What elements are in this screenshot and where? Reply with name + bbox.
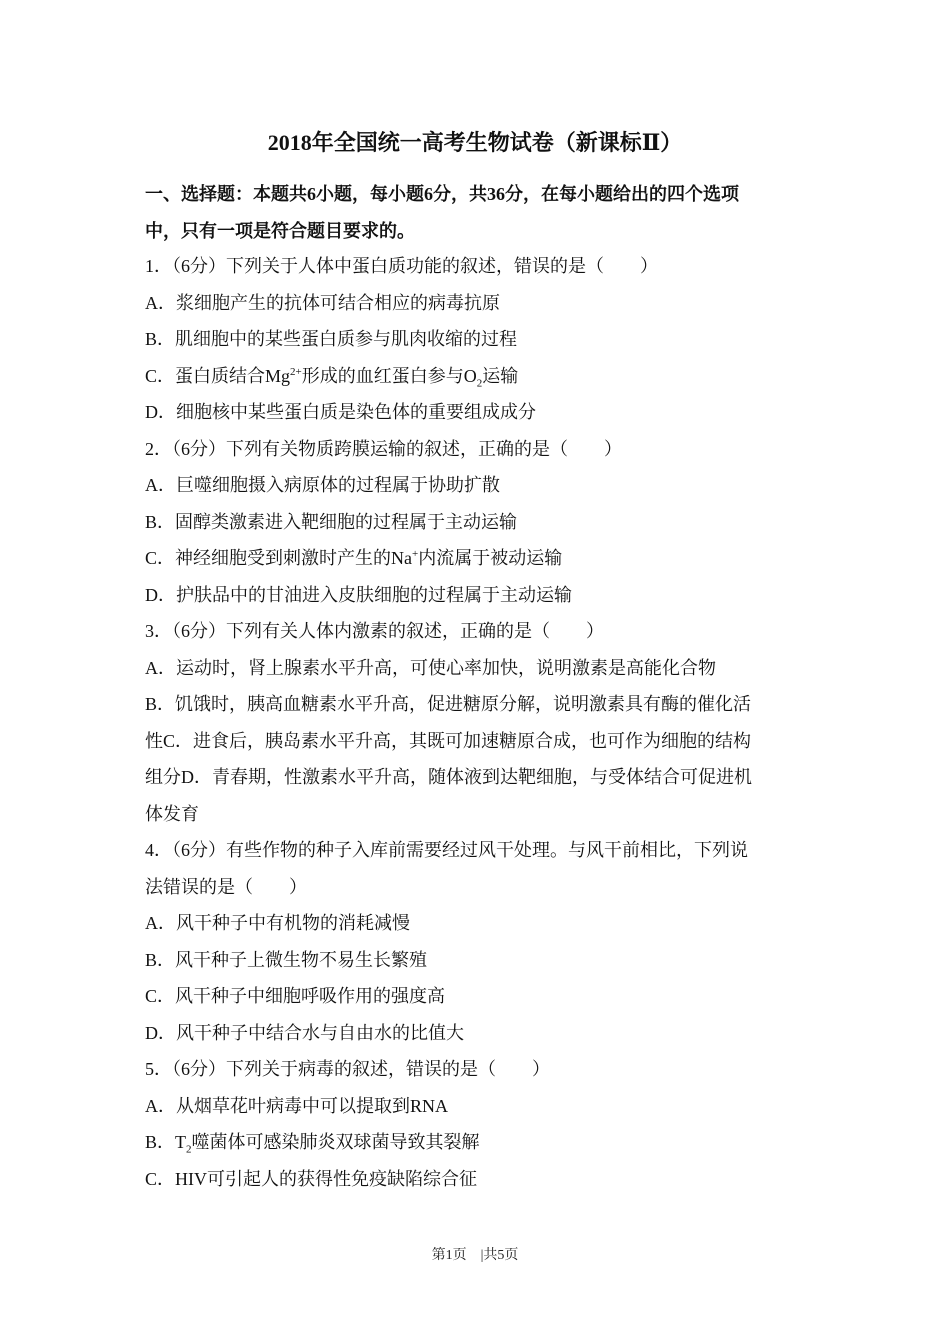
text-line bbox=[145, 577, 825, 614]
subscript: 2 bbox=[476, 377, 483, 390]
text-segment: 4．（6分）有些作物的种子入库前需要经过风干处理。与风干前相比，下列说 bbox=[145, 840, 748, 860]
text-segment: A．巨噬细胞摄入病原体的过程属于协助扩散 bbox=[145, 475, 500, 495]
section-header-line: 中，只有一项是符合题目要求的。 bbox=[145, 220, 415, 241]
text-segment: B．T bbox=[145, 1132, 187, 1152]
text-line bbox=[145, 905, 825, 942]
superscript: 2+ bbox=[290, 365, 302, 378]
text-segment: 噬菌体可感染肺炎双球菌导致其裂解 bbox=[191, 1132, 480, 1152]
text-segment: 3．（6分）下列有关人体内激素的叙述，正确的是（ ） bbox=[145, 621, 604, 641]
subscript: 2 bbox=[186, 1143, 192, 1156]
text-segment: 性C．进食后，胰岛素水平升高，其既可加速糖原合成，也可作为细胞的结构 bbox=[145, 730, 752, 751]
text-segment: 形成的血红蛋白参与O bbox=[301, 365, 477, 386]
text-line bbox=[145, 978, 825, 1015]
text-segment: C．蛋白质结合Mg bbox=[145, 365, 291, 386]
text-segment: B．风干种子上微生物不易生长繁殖 bbox=[145, 949, 428, 970]
text-segment: A．运动时，肾上腺素水平升高，可使心率加快，说明激素是高能化合物 bbox=[145, 657, 716, 678]
text-line bbox=[145, 686, 825, 723]
text-segment: B．固醇类激素进入靶细胞的过程属于主动运输 bbox=[145, 511, 518, 532]
text-segment: A．浆细胞产生的抗体可结合相应的病毒抗原 bbox=[145, 292, 500, 313]
text-segment: 5．（6分）下列关于病毒的叙述，错误的是（ ） bbox=[145, 1059, 550, 1079]
document-title: 2018年全国统一高考生物试卷（新课标Ⅱ） bbox=[267, 130, 683, 155]
text-segment: B．饥饿时，胰高血糖素水平升高，促进糖原分解，说明激素具有酶的催化活 bbox=[145, 694, 752, 714]
text-line bbox=[145, 540, 825, 577]
text-segment: C．风干种子中细胞呼吸作用的强度高 bbox=[145, 986, 446, 1006]
question-body bbox=[145, 248, 825, 1197]
text-segment: B．肌细胞中的某些蛋白质参与肌肉收缩的过程 bbox=[145, 329, 518, 349]
text-line bbox=[145, 869, 825, 906]
text-segment: 体发育 bbox=[145, 803, 199, 824]
text-line bbox=[145, 467, 825, 504]
text-segment: D．风干种子中结合水与自由水的比值大 bbox=[145, 1022, 464, 1043]
text-line bbox=[145, 759, 825, 796]
text-segment: C．HIV可引起人的获得性免疫缺陷综合征 bbox=[145, 1168, 477, 1189]
text-line bbox=[145, 321, 825, 358]
text-segment: 2．（6分）下列有关物质跨膜运输的叙述，正确的是（ ） bbox=[145, 438, 622, 459]
text-line bbox=[145, 832, 825, 869]
text-segment: 运输 bbox=[482, 365, 519, 386]
text-segment: 组分D．青春期，性激素水平升高，随体液到达靶细胞，与受体结合可促进机 bbox=[145, 767, 752, 787]
text-segment: A．风干种子中有机物的消耗减慢 bbox=[145, 913, 410, 933]
section-header-line: 一、选择题：本题共6小题，每小题6分，共36分，在每小题给出的四个选项 bbox=[145, 184, 739, 204]
page-footer: 第1页 |共5页 bbox=[431, 1248, 519, 1263]
superscript: + bbox=[412, 548, 419, 560]
text-line bbox=[145, 358, 825, 395]
text-line bbox=[145, 796, 825, 833]
text-segment: D．护肤品中的甘油进入皮肤细胞的过程属于主动运输 bbox=[145, 584, 572, 605]
text-line bbox=[145, 650, 825, 687]
text-line bbox=[145, 942, 825, 979]
text-line bbox=[145, 394, 825, 431]
text-segment: 内流属于被动运输 bbox=[418, 548, 563, 568]
text-line bbox=[145, 431, 825, 468]
text-line bbox=[145, 1015, 825, 1052]
section-header bbox=[145, 176, 815, 249]
text-line bbox=[145, 1124, 825, 1161]
text-line bbox=[145, 285, 825, 322]
text-line bbox=[145, 723, 825, 760]
text-segment: C．神经细胞受到刺激时产生的Na bbox=[145, 548, 412, 568]
text-segment: 1．（6分）下列关于人体中蛋白质功能的叙述，错误的是（ ） bbox=[145, 256, 658, 276]
text-line bbox=[145, 1088, 825, 1125]
text-segment: 法错误的是（ ） bbox=[145, 876, 307, 897]
text-line bbox=[145, 504, 825, 541]
text-segment: D．细胞核中某些蛋白质是染色体的重要组成成分 bbox=[145, 402, 536, 422]
text-segment: A．从烟草花叶病毒中可以提取到RNA bbox=[145, 1095, 449, 1116]
text-line bbox=[145, 1051, 825, 1088]
text-line bbox=[145, 613, 825, 650]
text-line bbox=[145, 1161, 825, 1198]
text-line bbox=[145, 248, 825, 285]
